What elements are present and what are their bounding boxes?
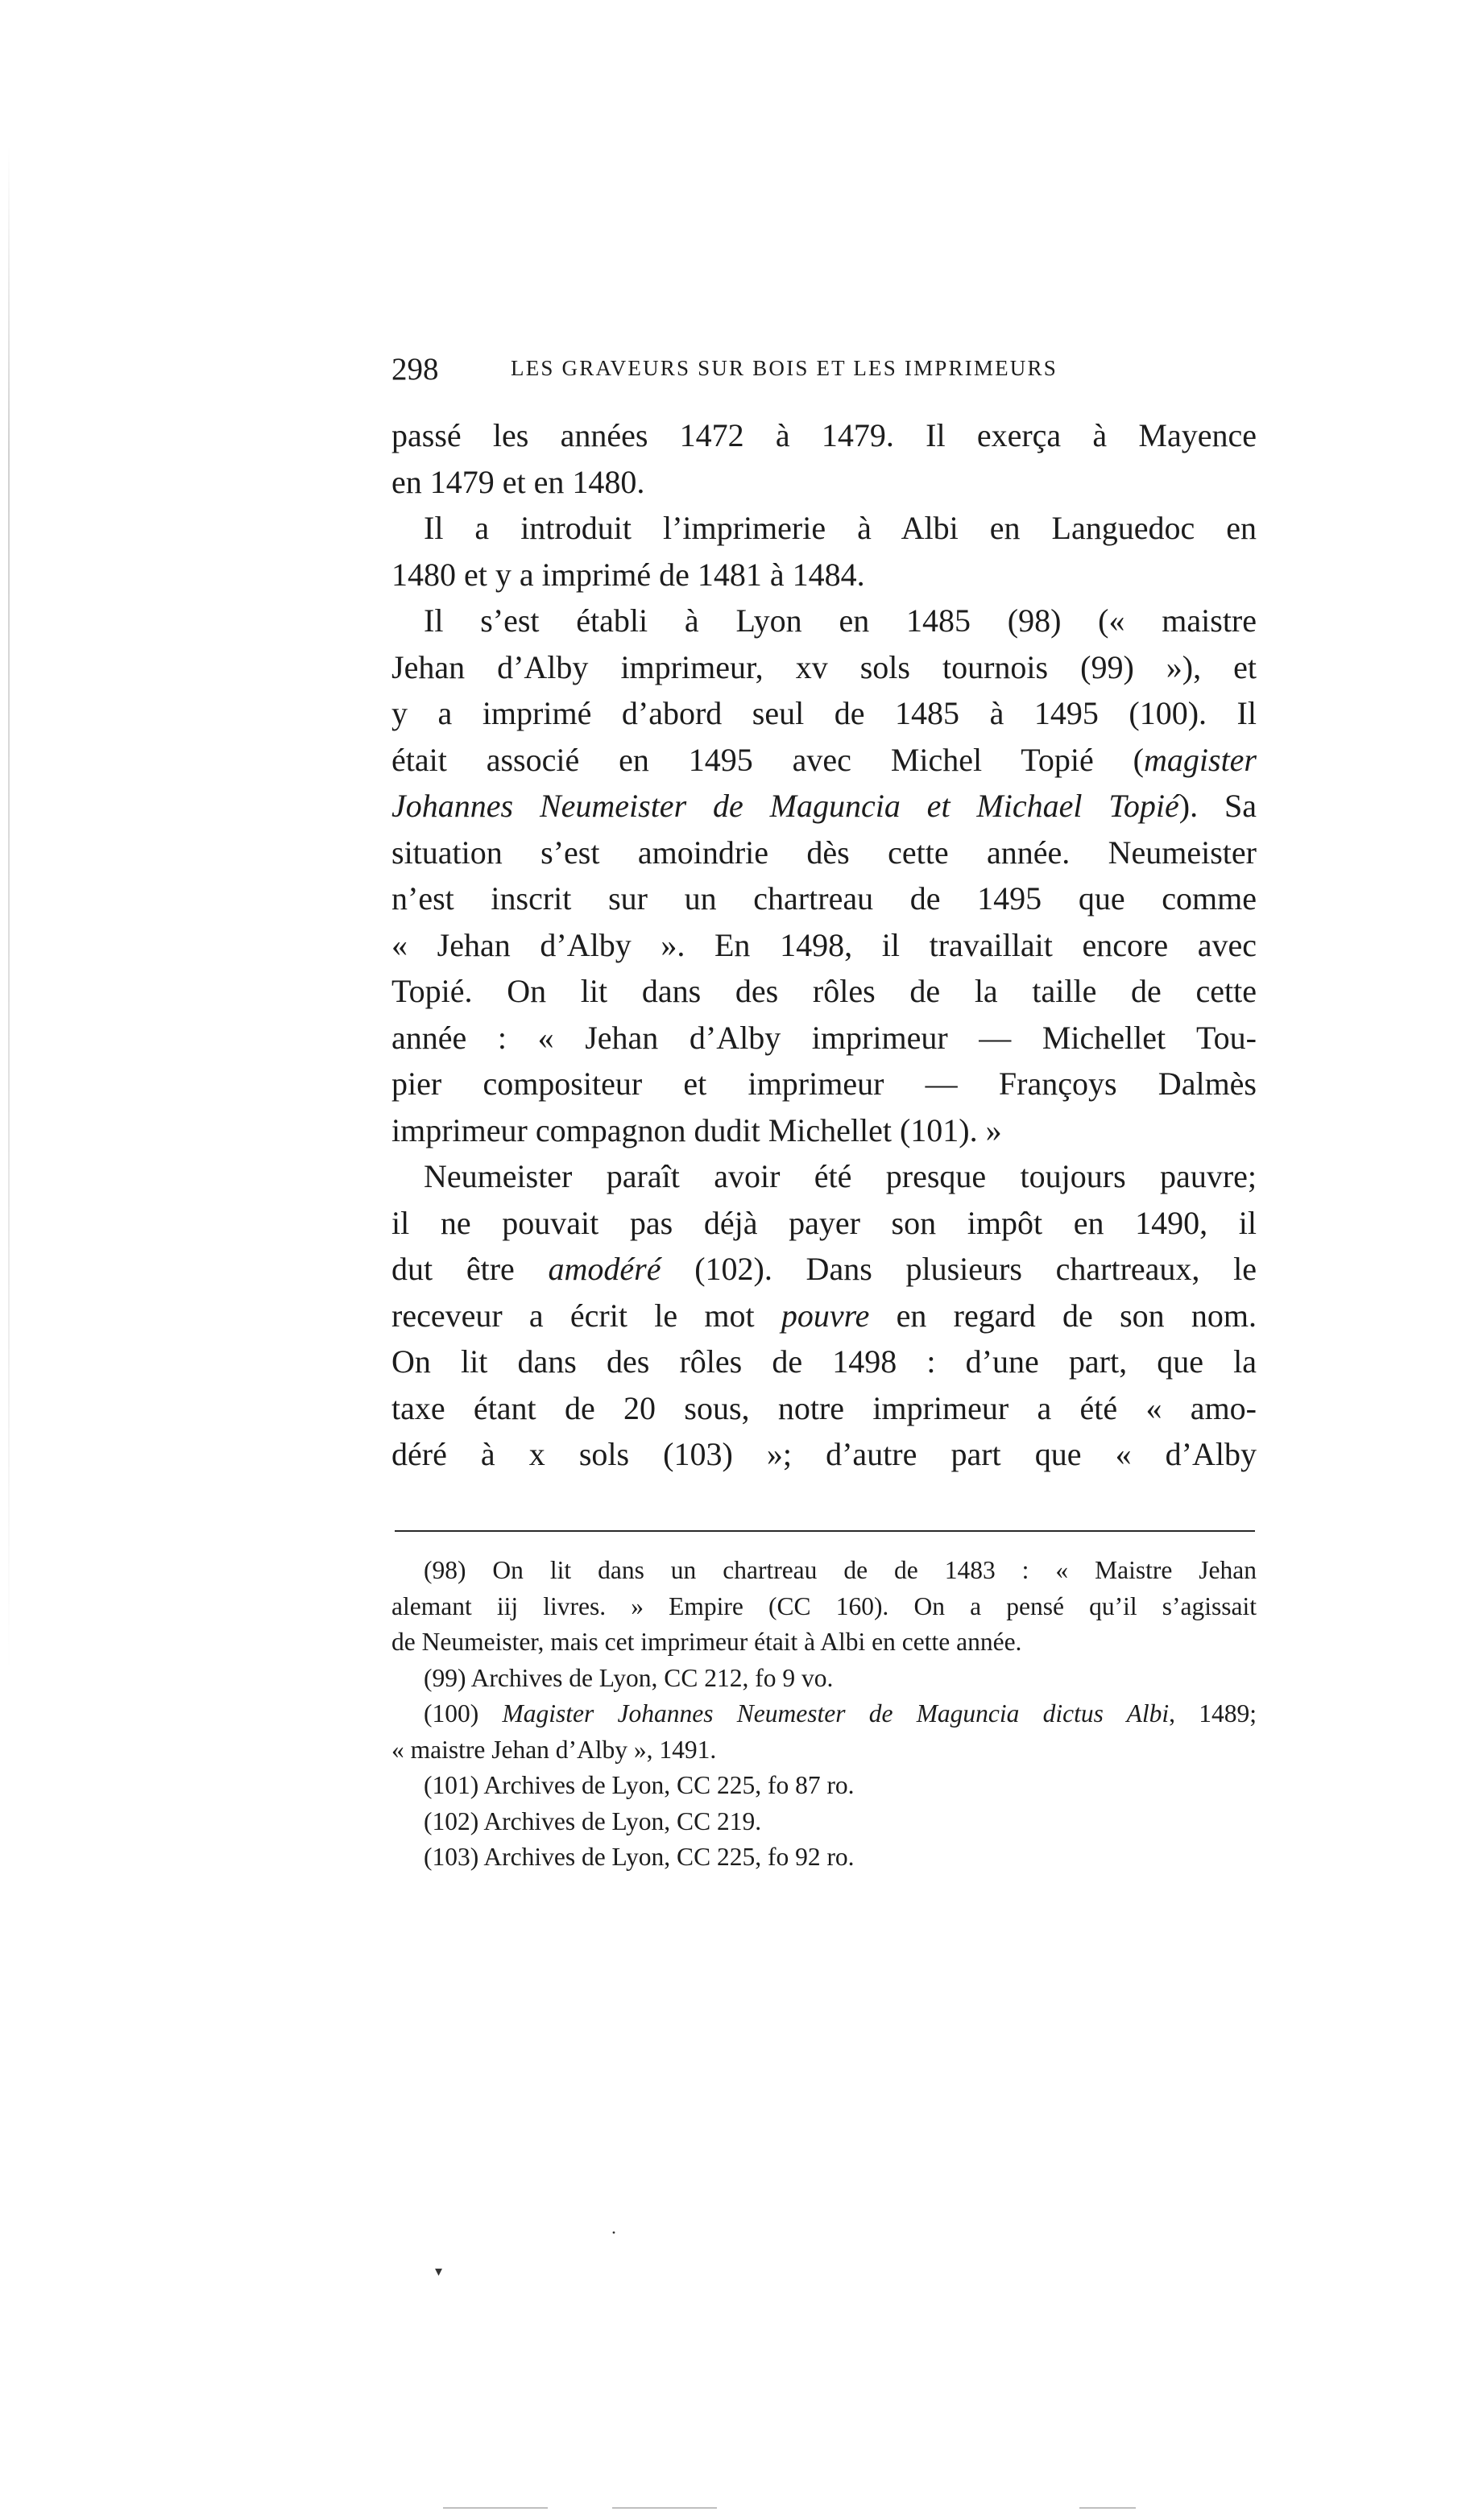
- scan-bottom-mark: [1079, 2507, 1136, 2509]
- footnote-102: (102) Archives de Lyon, CC 219.: [424, 1806, 762, 1835]
- scan-speck: ·: [611, 2223, 617, 2244]
- italic-phrase: magister: [1144, 741, 1257, 778]
- scan-speck: ▾: [435, 2263, 443, 2279]
- footnote-98: (98) On lit dans un chartreau de de 1483 : « Maistre Jehan: [424, 1556, 1257, 1584]
- footnote-100: (100) Magister Johannes Neumester de Maguncia dictus Albi, 1489;: [424, 1699, 1257, 1728]
- scan-bottom-mark: [612, 2507, 717, 2509]
- body-line: déré à x sols (103) »; d’autre part que « d’Alby: [391, 1436, 1257, 1472]
- footnote-divider: [395, 1530, 1255, 1532]
- body-line: n’est inscrit sur un chartreau de 1495 que comme: [391, 880, 1257, 917]
- body-line: Jehan d’Alby imprimeur, xv sols tournois (99) »), et: [391, 648, 1257, 685]
- footnotes: [391, 1553, 1257, 1876]
- body-line: imprimeur compagnon dudit Michellet (101). »: [391, 1111, 1002, 1148]
- body-line: il ne pouvait pas déjà payer son impôt en 1490, il: [391, 1204, 1257, 1241]
- body-line: receveur a écrit le mot pouvre en regard de son nom.: [391, 1297, 1257, 1334]
- footnote-99: (99) Archives de Lyon, CC 212, fo 9 vo.: [424, 1663, 834, 1692]
- footnote-98-cont: de Neumeister, mais cet imprimeur était à Albi en cette année.: [391, 1628, 1022, 1656]
- body-line: « Jehan d’Alby ». En 1498, il travaillait encore avec: [391, 926, 1257, 963]
- footnote-101: (101) Archives de Lyon, CC 225, fo 87 ro.: [424, 1771, 855, 1799]
- italic-phrase: pouvre: [781, 1297, 870, 1334]
- scan-bottom-mark: [443, 2507, 548, 2509]
- body-line: dut être amodéré (102). Dans plusieurs chartreaux, le: [391, 1251, 1257, 1287]
- body-line: pier compositeur et imprimeur — Françoys Dalmès: [391, 1066, 1257, 1102]
- body-text: [391, 412, 1257, 1478]
- body-line: Il s’est établi à Lyon en 1485 (98) (« maistre: [424, 602, 1257, 639]
- body-line: situation s’est amoindrie dès cette année. Neumeister: [391, 834, 1257, 871]
- body-line: Neumeister paraît avoir été presque toujours pauvre;: [424, 1158, 1257, 1194]
- body-line: en 1479 et en 1480.: [391, 463, 645, 500]
- body-line: Topié. On lit dans des rôles de la taille de cette: [391, 973, 1257, 1009]
- scan-left-edge: [8, 145, 10, 1675]
- body-line: année : « Jehan d’Alby imprimeur — Michellet Tou-: [391, 1019, 1257, 1056]
- italic-phrase: amodéré: [548, 1251, 661, 1287]
- body-line: Johannes Neumeister de Maguncia et Michael Topié). Sa: [391, 788, 1257, 824]
- body-line: y a imprimé d’abord seul de 1485 à 1495 (100). Il: [391, 695, 1257, 731]
- body-line: Il a introduit l’imprimerie à Albi en Languedoc en: [424, 510, 1257, 546]
- italic-phrase: Magister Johannes Neumester de Maguncia dictus Albi: [502, 1699, 1170, 1728]
- body-line: était associé en 1495 avec Michel Topié (magister: [391, 741, 1257, 778]
- footnote-103: (103) Archives de Lyon, CC 225, fo 92 ro.: [424, 1843, 855, 1871]
- running-title: LES GRAVEURS SUR BOIS ET LES IMPRIMEURS: [511, 356, 1058, 380]
- body-line: passé les années 1472 à 1479. Il exerça à Mayence: [391, 417, 1257, 453]
- footnote-98-cont: alemant iij livres. » Empire (CC 160). On a pensé qu’il s’agissait: [391, 1591, 1257, 1620]
- italic-phrase: Johannes Neumeister de Maguncia et Michael Topié: [391, 788, 1179, 824]
- body-line: On lit dans des rôles de 1498 : d’une part, que la: [391, 1343, 1257, 1380]
- body-line: 1480 et y a imprimé de 1481 à 1484.: [391, 556, 865, 593]
- body-line: taxe étant de 20 sous, notre imprimeur a été « amo-: [391, 1389, 1257, 1426]
- page-number: 298: [391, 352, 439, 387]
- running-head: [391, 351, 1261, 399]
- footnote-100-cont: « maistre Jehan d’Alby », 1491.: [391, 1735, 717, 1764]
